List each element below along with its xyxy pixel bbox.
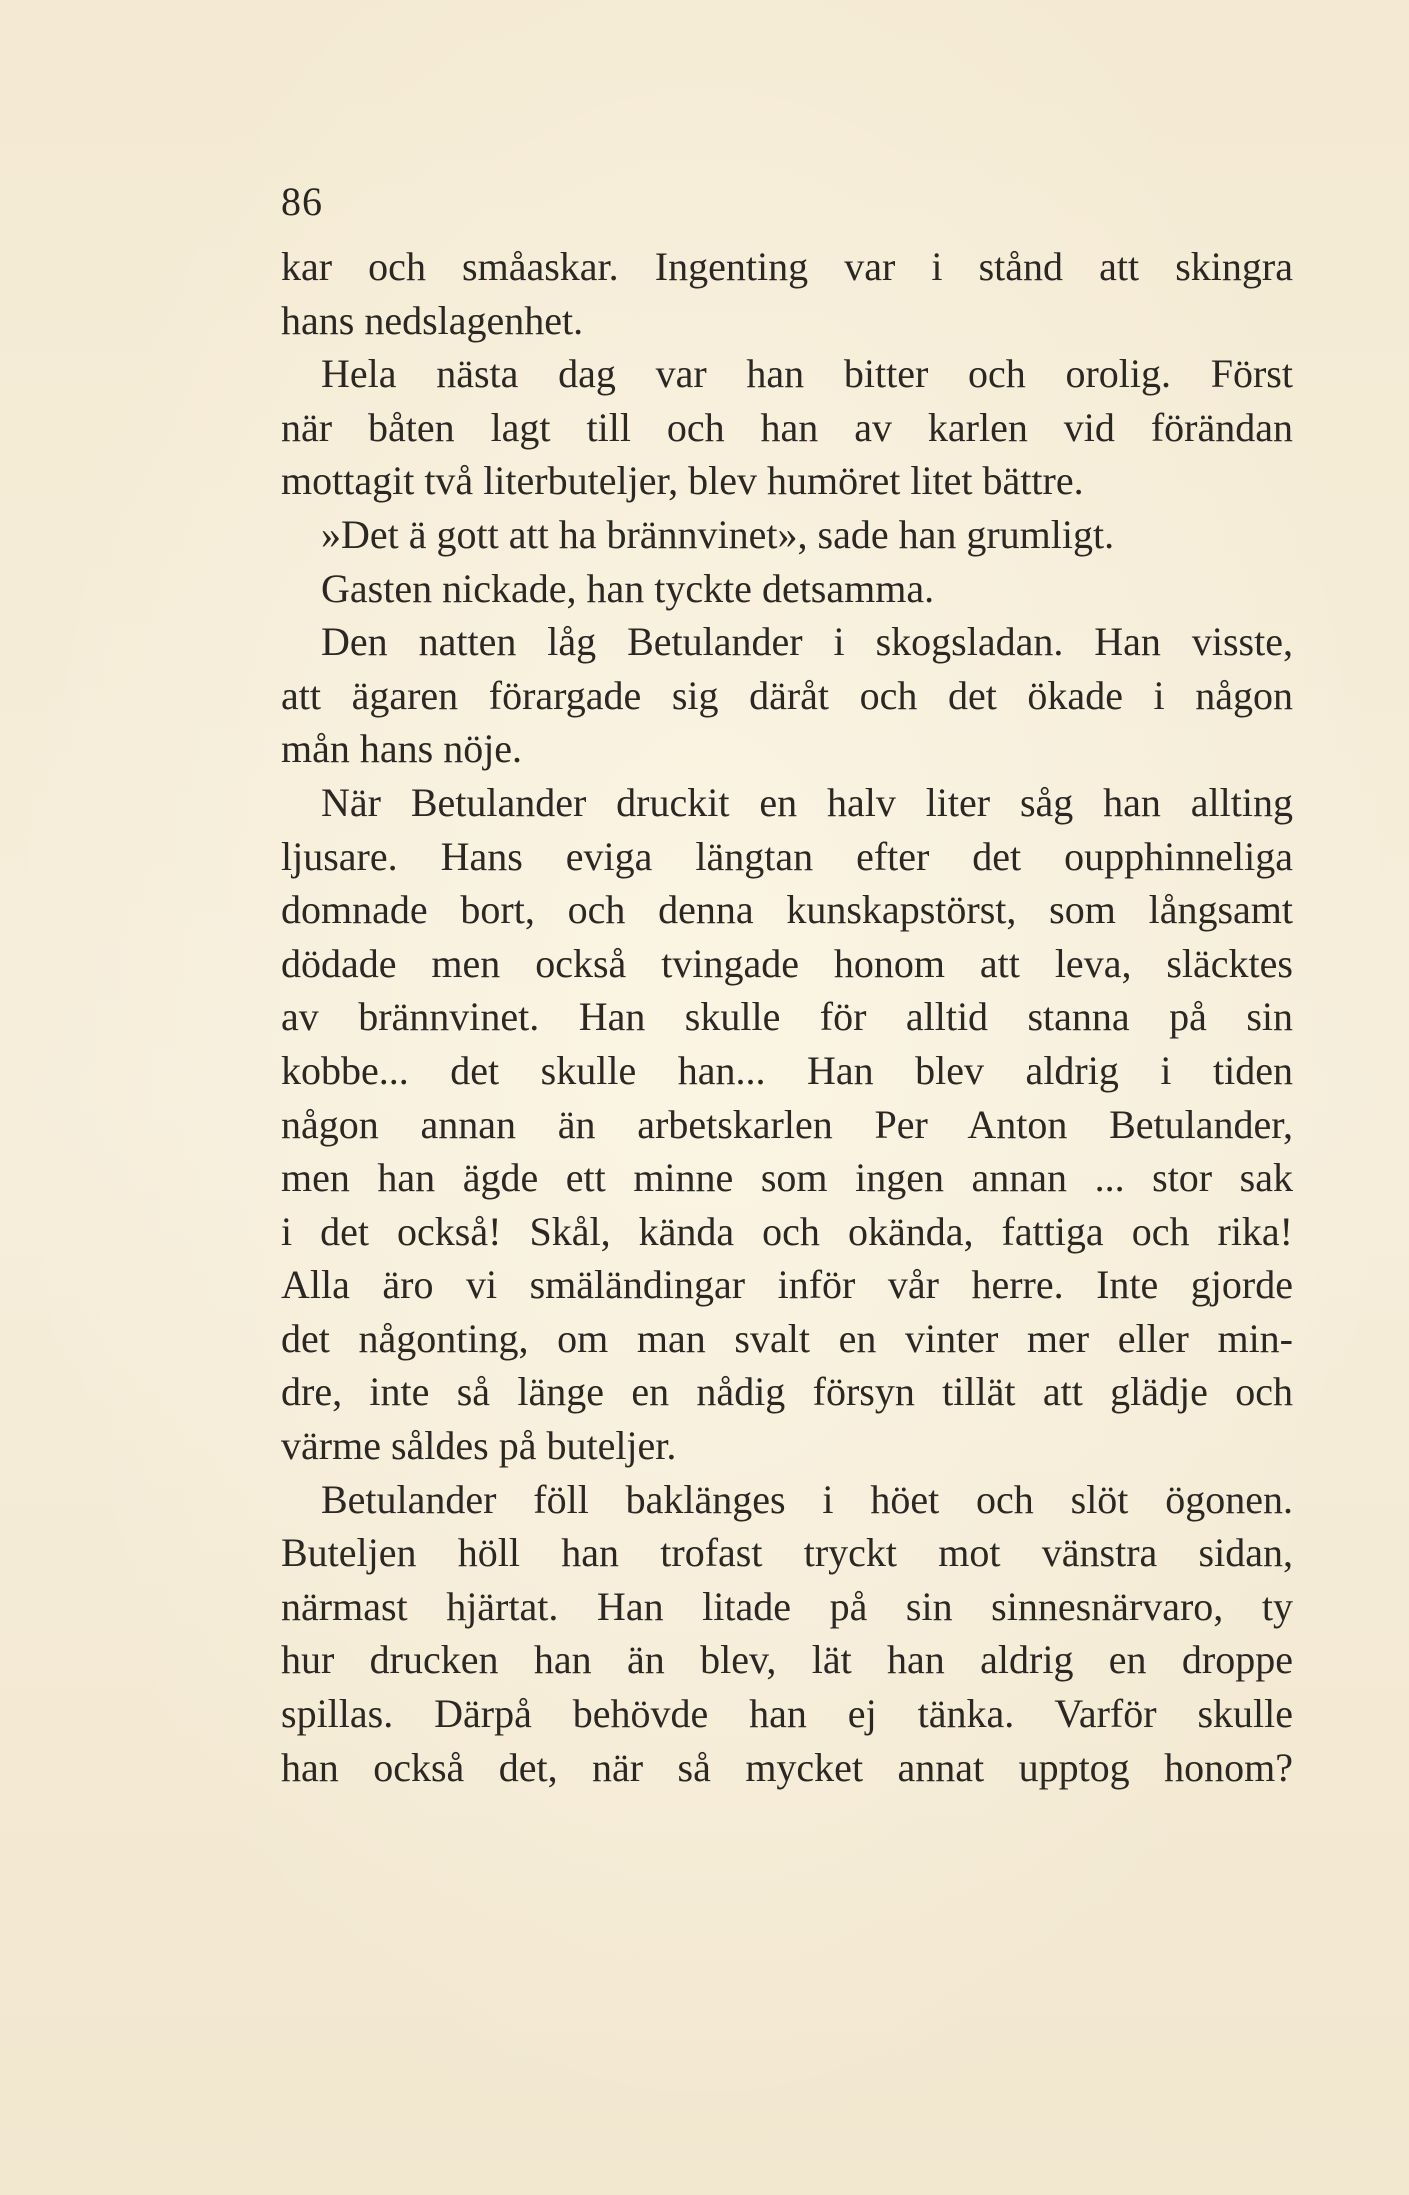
text-line: spillas. Därpå behövde han ej tänka. Varför skulle bbox=[281, 1691, 1293, 1737]
text-line: När Betulander druckit en halv liter såg han allting bbox=[321, 779, 1293, 825]
text-line: när båten lagt till och han av karlen vid förändan bbox=[281, 404, 1293, 450]
text-line: närmast hjärtat. Han litade på sin sinnesnärvaro, ty bbox=[281, 1583, 1293, 1629]
text-line: i det också! Skål, kända och okända, fattiga och rika! bbox=[281, 1208, 1293, 1254]
text-line: han också det, när så mycket annat upptog honom? bbox=[281, 1744, 1293, 1790]
page-number: 86 bbox=[281, 179, 323, 224]
text-line: dödade men också tvingade honom att leva, släcktes bbox=[281, 940, 1293, 986]
text-line: men han ägde ett minne som ingen annan ... stor sak bbox=[281, 1155, 1293, 1201]
text-line: kar och småaskar. Ingenting var i stånd att skingra bbox=[281, 244, 1293, 289]
body-text bbox=[281, 240, 1293, 1794]
text-line: Buteljen höll han trofast tryckt mot vänstra sidan, bbox=[281, 1530, 1293, 1576]
text-line: någon annan än arbetskarlen Per Anton Betulander, bbox=[281, 1101, 1293, 1147]
text-line: det någonting, om man svalt en vinter mer eller min- bbox=[281, 1315, 1293, 1361]
text-line: mån hans nöje. bbox=[281, 726, 523, 772]
text-line: ljusare. Hans eviga längtan efter det oupphinneliga bbox=[281, 833, 1293, 879]
text-line: domnade bort, och denna kunskapstörst, som långsamt bbox=[281, 887, 1293, 933]
text-line: Alla äro vi smäländingar inför vår herre. Inte gjorde bbox=[281, 1262, 1293, 1308]
text-line: av brännvinet. Han skulle för alltid stanna på sin bbox=[281, 994, 1293, 1040]
text-line: Betulander föll baklänges i höet och slöt ögonen. bbox=[321, 1476, 1293, 1522]
text-line: Den natten låg Betulander i skogsladan. Han visste, bbox=[321, 619, 1293, 665]
text-line: hur drucken han än blev, lät han aldrig en droppe bbox=[281, 1637, 1293, 1683]
text-line: mottagit två literbuteljer, blev humöret litet bättre. bbox=[281, 458, 1084, 504]
text-line: att ägaren förargade sig däråt och det ökade i någon bbox=[281, 672, 1293, 718]
text-line: kobbe... det skulle han... Han blev aldrig i tiden bbox=[281, 1047, 1293, 1093]
text-line: värme såldes på buteljer. bbox=[281, 1423, 677, 1469]
text-line: »Det ä gott att ha brännvinet», sade han grumligt. bbox=[321, 511, 1115, 557]
text-line: dre, inte så länge en nådig försyn tillät att glädje och bbox=[281, 1369, 1293, 1415]
text-line: Gasten nickade, han tyckte detsamma. bbox=[321, 565, 935, 611]
text-line: Hela nästa dag var han bitter och orolig. Först bbox=[321, 351, 1293, 397]
text-line: hans nedslagenhet. bbox=[281, 297, 584, 343]
